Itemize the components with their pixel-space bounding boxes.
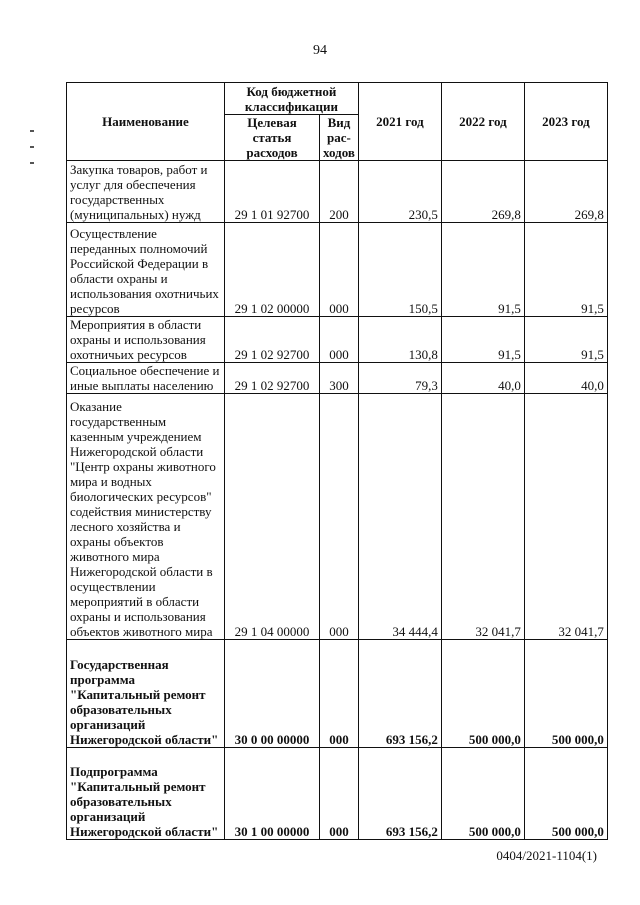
table-row — [67, 223, 608, 317]
row-expense-type: 200 — [320, 161, 359, 223]
row-expense-type: 000 — [320, 394, 359, 640]
row-target-article: 29 1 01 92700 — [225, 161, 320, 223]
row-2021: 150,5 — [358, 223, 441, 317]
header-target-article: Целевая статья расходов — [225, 115, 320, 161]
row-target-article: 29 1 02 00000 — [225, 223, 320, 317]
margin-mark — [30, 130, 34, 132]
row-2023: 269,8 — [524, 161, 607, 223]
row-2022: 500 000,0 — [441, 640, 524, 748]
header-year-2023: 2023 год — [524, 83, 607, 161]
row-2021: 34 444,4 — [358, 394, 441, 640]
header-expense-type: Вид рас-ходов — [320, 115, 359, 161]
table-row — [67, 161, 608, 223]
row-target-article: 30 1 00 00000 — [225, 748, 320, 840]
row-2021: 230,5 — [358, 161, 441, 223]
row-2023: 500 000,0 — [524, 640, 607, 748]
row-2023: 91,5 — [524, 317, 607, 363]
row-2022: 500 000,0 — [441, 748, 524, 840]
row-name: Закупка товаров, работ и услуг для обеспечения государственных (муниципальных) нужд — [67, 161, 225, 223]
row-2022: 91,5 — [441, 317, 524, 363]
row-2021: 693 156,2 — [358, 640, 441, 748]
margin-mark — [30, 146, 34, 148]
row-expense-type: 300 — [320, 363, 359, 394]
row-target-article: 30 0 00 00000 — [225, 640, 320, 748]
row-expense-type: 000 — [320, 640, 359, 748]
row-expense-type: 000 — [320, 317, 359, 363]
row-expense-type: 000 — [320, 223, 359, 317]
row-target-article: 29 1 04 00000 — [225, 394, 320, 640]
row-target-article: 29 1 02 92700 — [225, 363, 320, 394]
table-row — [67, 640, 608, 748]
row-target-article: 29 1 02 92700 — [225, 317, 320, 363]
table-header — [67, 83, 608, 161]
table-row — [67, 394, 608, 640]
header-year-2021: 2021 год — [358, 83, 441, 161]
row-2022: 32 041,7 — [441, 394, 524, 640]
row-2021: 693 156,2 — [358, 748, 441, 840]
header-budget-code: Код бюджетной классификации — [225, 83, 359, 115]
row-name: Государственная программа "Капитальный ремонт образовательных организаций Нижегородской области" — [67, 640, 225, 748]
table-row — [67, 317, 608, 363]
row-2023: 500 000,0 — [524, 748, 607, 840]
page-number: 94 — [313, 43, 327, 58]
table-row — [67, 363, 608, 394]
row-expense-type: 000 — [320, 748, 359, 840]
header-name: Наименование — [67, 83, 225, 161]
document-code: 0404/2021-1104(1) — [496, 848, 597, 863]
row-2023: 32 041,7 — [524, 394, 607, 640]
row-2022: 91,5 — [441, 223, 524, 317]
table-row — [67, 748, 608, 840]
row-2022: 269,8 — [441, 161, 524, 223]
row-2023: 91,5 — [524, 223, 607, 317]
header-year-2022: 2022 год — [441, 83, 524, 161]
row-2021: 79,3 — [358, 363, 441, 394]
row-2021: 130,8 — [358, 317, 441, 363]
margin-mark — [30, 162, 34, 164]
row-name: Осуществление переданных полномочий Российской Федерации в области охраны и использования охотничьих ресурсов — [67, 223, 225, 317]
row-2023: 40,0 — [524, 363, 607, 394]
row-name: Мероприятия в области охраны и использования охотничьих ресурсов — [67, 317, 225, 363]
row-name: Социальное обеспечение и иные выплаты населению — [67, 363, 225, 394]
row-2022: 40,0 — [441, 363, 524, 394]
row-name: Подпрограмма "Капитальный ремонт образовательных организаций Нижегородской области" — [67, 748, 225, 840]
budget-table — [66, 82, 608, 840]
row-name: Оказание государственным казенным учреждением Нижегородской области "Центр охраны животного мира и водных биологических ресурсов" содействия министерству лесного хозяйства и охраны объектов животного мира Нижегородской области в осуществлении мероприятий в области охраны и использования объектов животного мира — [67, 394, 225, 640]
